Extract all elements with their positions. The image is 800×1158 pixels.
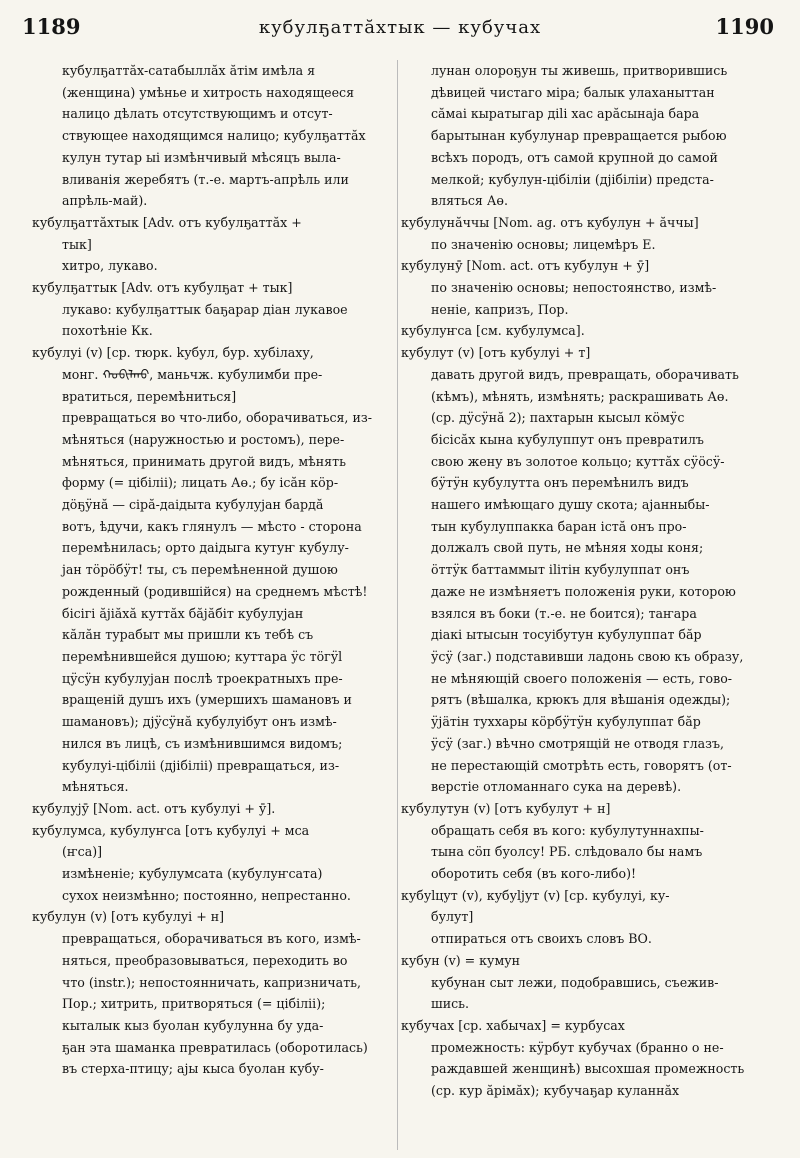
dictionary-entry (401, 885, 777, 950)
entry-text-line: вливанія жеребятъ (т.-е. мартъ-апрѣль или (62, 171, 349, 187)
dictionary-entry (32, 212, 402, 277)
entry-text-line: рожденный (родившійся) на среднемъ мѣстѣ! (62, 583, 368, 599)
dictionary-entry (401, 950, 777, 1015)
entry-text-line: дӧҕӱнӑ — сірӑ-даідыта кубулуjан бардӑ (62, 497, 324, 513)
entry-headword-line: кубулун (v) [отъ кубулуі + н] (32, 909, 225, 925)
right-column (401, 60, 777, 1152)
entry-headword-line: кубун (v) = кумун (401, 952, 521, 968)
entry-text-line: ӧттӱк баттаммыт іlітін кубулуппат онъ (431, 562, 690, 578)
entry-text-line: мѣняться. (62, 779, 129, 795)
entry-text-line: превращаться, оборачиваться въ кого, измѣ- (62, 931, 361, 947)
entry-headword-line: кубулҕаттык [Adv. отъ кубулҕат + тык] (32, 280, 293, 296)
entry-headword-line: кубулут (v) [отъ кубулуі + т] (401, 345, 591, 361)
entry-text-line: должалъ свой путь, не мѣняя ходы коня; (431, 540, 704, 556)
entry-text-line: давать другой видъ, превращать, оборачивать (431, 366, 739, 382)
entry-text-line: отпираться отъ своихъ словъ ВО. (431, 931, 652, 947)
dictionary-entry (401, 60, 777, 212)
entry-headword-line: кубуlцут (v), кубуlјут (v) [ср. кубулуі, ку- (401, 887, 670, 903)
entry-text-line: раждавшей женщинѣ) высохшая промежность (431, 1061, 745, 1077)
entry-headword-line: кубулуjӯ [Nom. act. отъ кубулуі + ӯ]. (32, 800, 276, 816)
entry-text-line: кубулуі-цібіліі (дjібіліі) превращаться, из- (62, 757, 340, 773)
entry-text-line: кубунан сыт лежи, подобравшись, съежив- (431, 974, 719, 990)
entry-text-line: тына сӧп буолсу! РБ. слѣдовало бы намъ (431, 844, 703, 860)
entry-text-line: (кѣмъ), мѣнять, измѣнять; раскрашивать Аө. (431, 388, 729, 404)
entry-text-line: мѣняться (наружностью и ростомъ), пере- (62, 431, 345, 447)
entry-text-line: булут] (431, 909, 474, 925)
entry-headword-line: кубулуҥса [см. кубулумса]. (401, 323, 585, 339)
entry-text-line: апрѣль-май). (62, 193, 148, 209)
dictionary-entry (401, 798, 777, 885)
entry-text-line: jан тӧрӧбӱт! ты, съ перемѣненной душою (62, 562, 338, 578)
entry-text-line: (ҥса)] (62, 844, 103, 860)
entry-text-line: хитро, лукаво. (62, 258, 158, 274)
dictionary-entry (401, 212, 777, 255)
entry-text-line: перемѣнившейся душою; куттара ӱс тӧгӱl (62, 648, 343, 664)
entry-text-line: діакі ытысын тосуібутун кубулуппат бӑр (431, 627, 702, 643)
entry-text-line: барытынан кубулунар превращается рыбою (431, 128, 727, 144)
entry-text-line: въ стерха-птицу; аjы кыса буолан кубу- (62, 1061, 324, 1077)
entry-text-line: измѣненіе; кубулумсата (кубулуҥсата) (62, 866, 323, 882)
entry-text-line: вращеній душъ ихъ (умершихъ шамановъ и (62, 692, 352, 708)
entry-text-line: мелкой; кубулун-цібіліи (дjібіліи) предста- (431, 171, 714, 187)
entry-headword-line: кубучах [ср. хабычах] = курбусах (401, 1017, 625, 1033)
entry-text-line: мѣняться, принимать другой видъ, мѣнять (62, 453, 346, 469)
entry-text-line: (ср. кур ӑрімӑх); кубучаҕар куланнӑх (431, 1083, 680, 1099)
entry-text-line: кубулҕаттӑх-сатабыллӑх ӑтім имѣла я (62, 63, 316, 78)
entry-text-line: вляться Аө. (431, 193, 508, 209)
entry-text-line: дѣвицей чистаго міра; балык улаханыттан (431, 84, 715, 100)
entry-text-line: няться, преобразовываться, переходить во (62, 952, 348, 968)
entry-text-line: налицо дѣлать отсутствующимъ и отсут- (62, 106, 333, 122)
entry-text-line: кӑлӑн турабыт мы пришли къ тебѣ съ (62, 627, 314, 643)
entry-text-line: свою жену въ золотое кольцо; куттӑх сӱӧсӱ- (431, 453, 725, 469)
dictionary-entry (401, 1015, 777, 1102)
entry-text-line: неніе, капризъ, Пор. (431, 301, 569, 317)
entry-text-line: (женщина) умѣнье и хитрость находящееся (62, 84, 355, 100)
entry-text-line: кыталык кыз буолан кубулунна бу уда- (62, 1017, 324, 1033)
entry-text-line: кулун тутар ыі измѣнчивый мѣсяцъ выла- (62, 149, 341, 165)
entry-text-line: взялся въ боки (т.-е. не боится); таҥара (431, 605, 697, 621)
dictionary-entry (401, 342, 777, 798)
entry-text-line: лунан олороҕун ты живешь, притворившись (431, 63, 728, 78)
dictionary-entry (32, 820, 402, 907)
left-column (32, 60, 402, 1152)
dictionary-entry (32, 60, 402, 212)
dictionary-entry (32, 277, 402, 342)
entry-text-line: что (instr.); непостоянничать, капризничать, (62, 974, 362, 990)
entry-text-line: перемѣнилась; орто даідыга кутуҥ кубулу- (62, 540, 349, 556)
entry-text-line: ствующее находящимся налицо; кубулҕаттӑх (62, 128, 366, 144)
entry-text-line: Пор.; хитрить, притворяться (= цібіліі); (62, 996, 326, 1012)
entry-text-line: даже не измѣняетъ положенія руки, которою (431, 583, 736, 599)
entry-headword-line: кубулунӯ [Nom. act. отъ кубулун + ӯ] (401, 258, 650, 274)
entry-text-line: цӱсӱн кубулуjан послѣ троекратныхъ пре- (62, 670, 343, 686)
entry-text-line: не перестающій смотрѣть есть, говорятъ (от- (431, 757, 732, 773)
entry-text-line: ӱсӱ (заг.) вѣчно смотрящій не отводя глазъ, (431, 735, 724, 751)
page-number-right: 1190 (715, 14, 774, 39)
entry-text-line: шамановъ); дjӱсӱнӑ кубулуібут онъ измѣ- (62, 714, 337, 730)
entry-text-line: форму (= цібіліі); лицать Аө.; бу ісӑн кӧр- (62, 475, 339, 491)
page-number-left: 1189 (22, 14, 81, 39)
entry-text-line: тык] (62, 236, 92, 252)
entry-text-line: нашего имѣющаго душу скота; аjанныбы- (431, 497, 710, 513)
entry-text-line: не мѣняющій своего положенія — есть, гово- (431, 670, 733, 686)
entry-text-line: обращать себя въ кого: кубулутуннахпы- (431, 822, 704, 838)
entry-text-line: бісісӑх кына кубулуппут онъ превратилъ (431, 431, 704, 447)
entry-text-line: лукаво: кубулҕаттык баҕарар діан лукавое (62, 301, 348, 317)
entry-text-line: по значенію основы; лицемѣръ Е. (431, 236, 656, 252)
entry-text-line: сухох неизмѣнно; постоянно, непрестанно. (62, 887, 351, 903)
entry-text-line: промежность: кӱрбут кубучах (бранно о не- (431, 1039, 724, 1055)
entry-text-line: всѣхъ породъ, отъ самой крупной до самой (431, 149, 718, 165)
entry-text-line: (ср. дӱсӱнӑ 2); пахтарын кысыл кӧмӱс (431, 410, 685, 426)
entry-text-line: ҕан эта шаманка превратилась (оборотилась) (62, 1039, 368, 1055)
entry-text-line: сӑмаі кыратыгар діlі хас арӑсынаjа бара (431, 106, 700, 122)
entry-text-line: бісігі ӑjіӑхӑ куттӑх бӑjӑбіт кубулуjан (62, 605, 304, 621)
entry-text-line: рятъ (вѣшалка, крюкъ для вѣшанія одежды); (431, 692, 731, 708)
entry-headword-line: кубулҕаттӑхтык [Adv. отъ кубулҕаттӑх + (32, 214, 302, 230)
entry-text-line: монг. ᠬᠤᠪᠢᠯᠬᠤ, маньчж. кубулимби пре- (62, 366, 323, 382)
entry-headword-line: кубулунӑччы [Nom. ag. отъ кубулун + ӑччы] (401, 214, 699, 230)
entry-text-line: шись. (431, 996, 470, 1012)
entry-text-line: вотъ, ѣдучи, какъ глянулъ — мѣсто - сторона (62, 518, 362, 534)
entry-text-line: ӱсӱ (заг.) подставивши ладонь свою къ образу, (431, 648, 744, 664)
entry-headword-line: кубулумса, кубулуҥса [отъ кубулуі + мса (32, 822, 310, 838)
entry-text-line: похотѣніе Кк. (62, 323, 153, 339)
entry-headword-line: кубулуі (v) [ср. тюрк. kубул, бур. хубілаху, (32, 345, 314, 361)
dictionary-entry (401, 255, 777, 320)
entry-text-line: по значенію основы; непостоянство, измѣ- (431, 280, 717, 296)
entry-headword-line: кубулутун (v) [отъ кубулут + н] (401, 800, 611, 816)
dictionary-entry (32, 342, 402, 798)
entry-text-line: верстіе отломаннаго сука на деревѣ). (431, 779, 682, 795)
dictionary-entry (32, 906, 402, 1080)
entry-text-line: вратиться, перемѣниться] (62, 388, 237, 404)
entry-text-line: бӱтӱн кубулутта онъ перемѣнилъ видъ (431, 475, 689, 491)
dictionary-entry (401, 320, 777, 342)
entry-text-line: тын кубулуппакка баран істӑ онъ про- (431, 518, 687, 534)
entry-text-line: ӱjӓтін туххары кӧрбӱтӱн кубулуппат бӑр (431, 714, 701, 730)
entry-text-line: нился въ лицѣ, съ измѣнившимся видомъ; (62, 735, 343, 751)
entry-text-line: оборотить себя (въ кого-либо)! (431, 866, 637, 882)
entry-text-line: превращаться во что-либо, оборачиваться, из- (62, 410, 372, 426)
page-header (0, 0, 800, 58)
running-title: кубулҕаттӑхтык — кубучах (258, 17, 542, 38)
dictionary-entry (32, 798, 402, 820)
